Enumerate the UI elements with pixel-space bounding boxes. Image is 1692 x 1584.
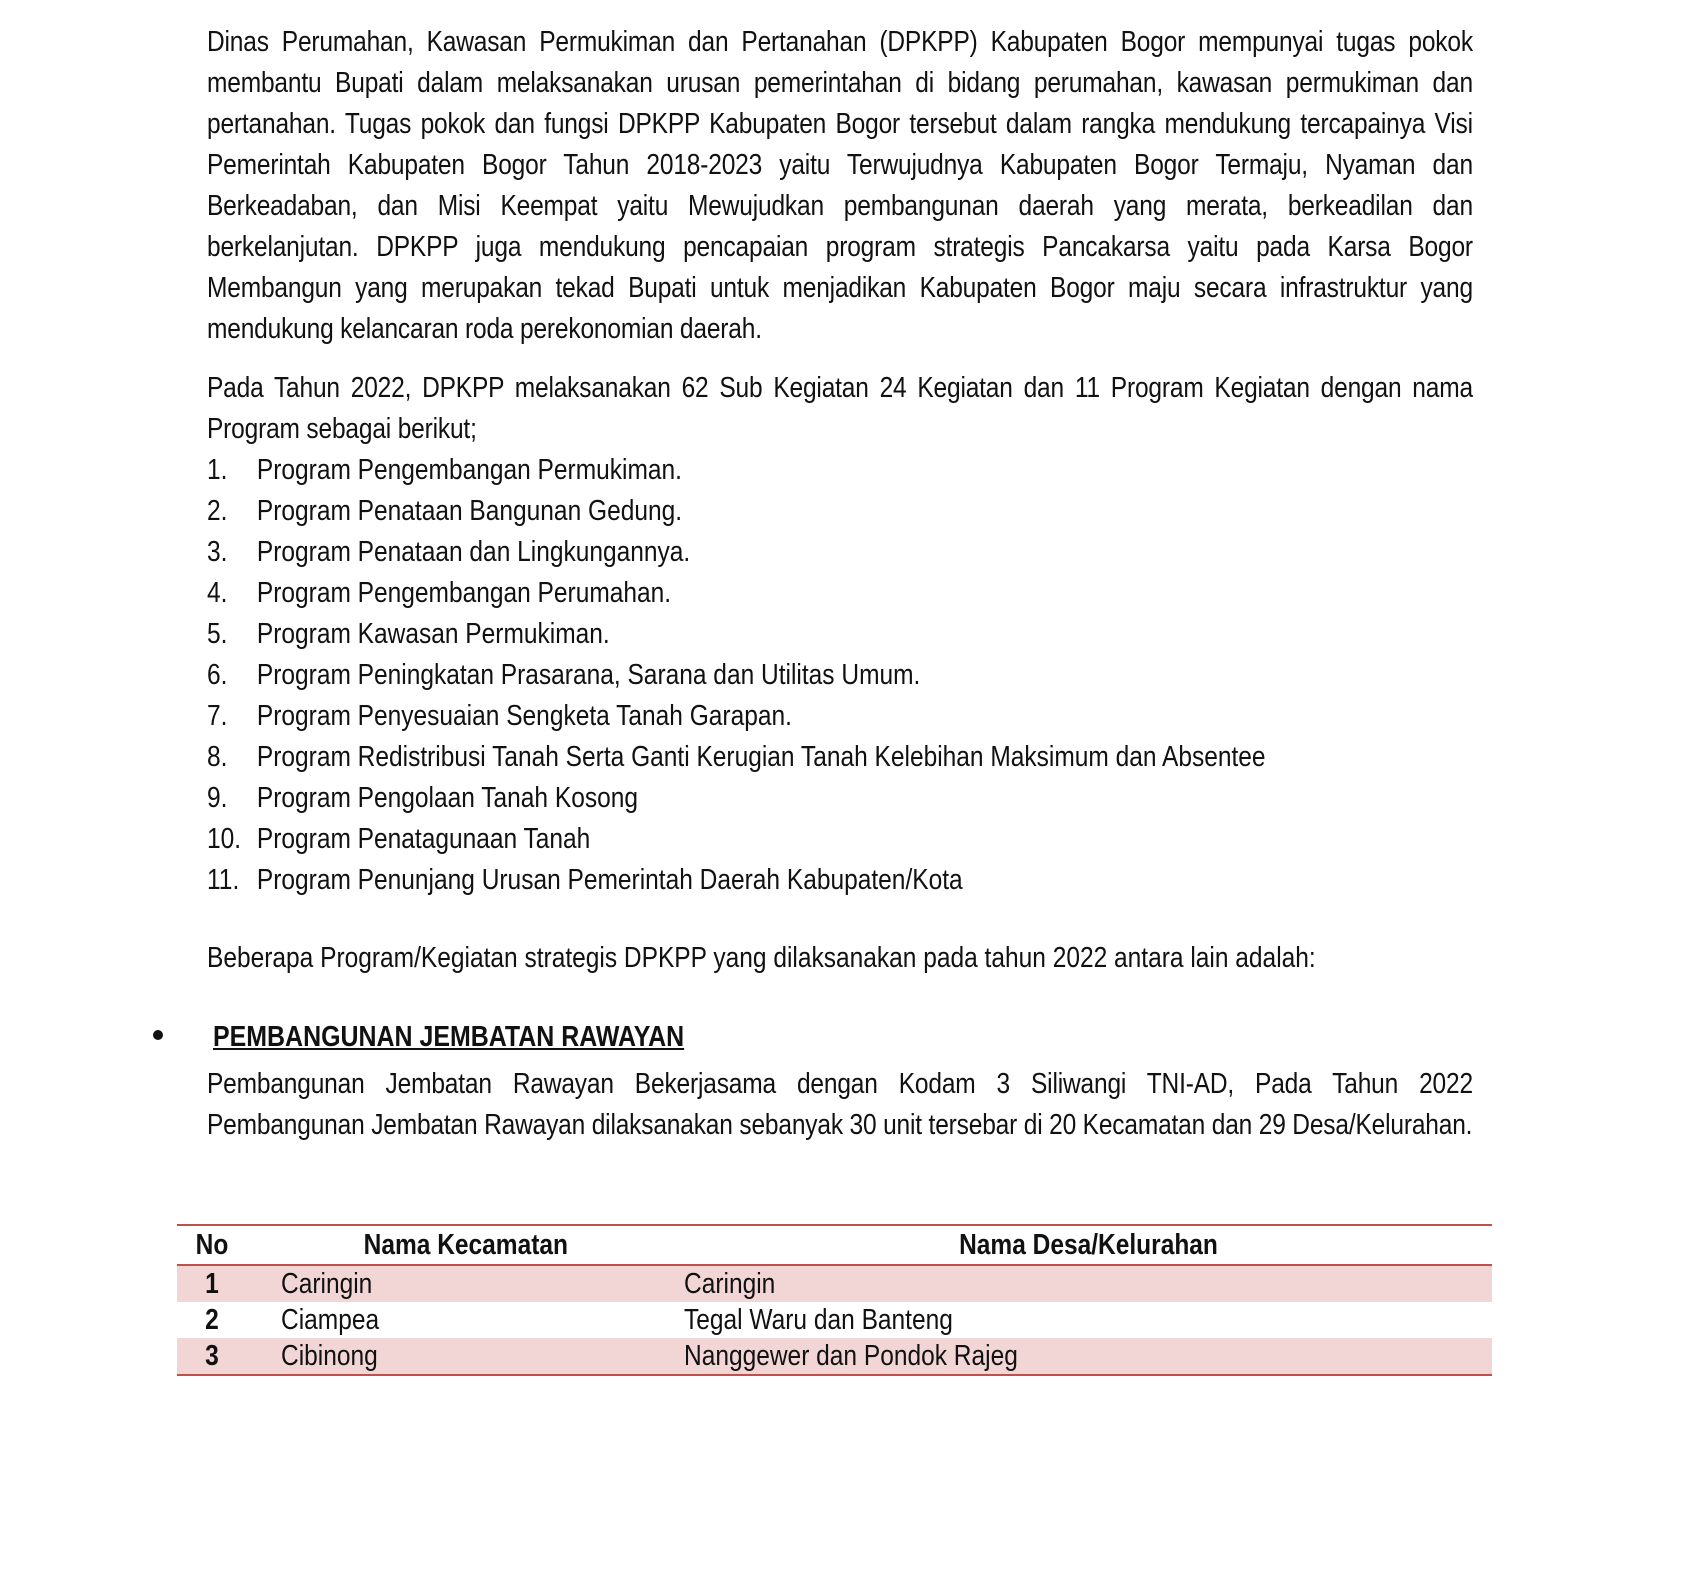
strategic-intro: Beberapa Program/Kegiatan strategis DPKPP yang dilaksanakan pada tahun 2022 antara lain adalah: (207, 942, 1316, 974)
list-item: 8. Program Redistribusi Tanah Serta Ganti Kerugian Tanah Kelebihan Maksimum dan Absentee (207, 741, 1266, 773)
cell-no: 2 (205, 1303, 219, 1336)
list-item: 11. Program Penunjang Urusan Pemerintah Daerah Kabupaten/Kota (207, 864, 963, 896)
kecamatan-table (177, 1224, 1492, 1376)
cell-desa: Caringin (684, 1267, 776, 1300)
list-item: 6. Program Peningkatan Prasarana, Sarana dan Utilitas Umum. (207, 659, 921, 691)
cell-desa: Nanggewer dan Pondok Rajeg (684, 1339, 1018, 1372)
cell-kecamatan: Ciampea (281, 1303, 380, 1336)
cell-no: 3 (205, 1339, 219, 1372)
cell-kecamatan: Caringin (281, 1267, 373, 1300)
section-paragraph: Pembangunan Jembatan Rawayan Bekerjasama dengan Kodam 3 Siliwangi TNI-AD, Pada Tahun 2022 Pembangunan Jembatan Rawayan dilaksanakan sebanyak 30 unit tersebar di 20 Kecamatan dan 29 Desa/Kelurahan. (207, 1068, 1473, 1141)
section-heading: PEMBANGUNAN JEMBATAN RAWAYAN (213, 1021, 685, 1053)
header-no: No (195, 1228, 229, 1261)
cell-kecamatan: Cibinong (281, 1339, 378, 1372)
list-item: 3. Program Penataan dan Lingkungannya. (207, 536, 691, 568)
list-item: 5. Program Kawasan Permukiman. (207, 618, 610, 650)
program-intro-paragraph: Pada Tahun 2022, DPKPP melaksanakan 62 Sub Kegiatan 24 Kegiatan dan 11 Program Kegiatan dengan nama Program sebagai berikut; (207, 372, 1473, 445)
table-header-row (177, 1226, 1492, 1266)
table-row (177, 1302, 1492, 1338)
cell-desa: Tegal Waru dan Banteng (684, 1303, 953, 1336)
list-item: 2. Program Penataan Bangunan Gedung. (207, 495, 683, 527)
list-item: 7. Program Penyesuaian Sengketa Tanah Garapan. (207, 700, 792, 732)
list-item: 4. Program Pengembangan Perumahan. (207, 577, 672, 609)
intro-paragraph: Dinas Perumahan, Kawasan Permukiman dan Pertanahan (DPKPP) Kabupaten Bogor mempunyai tugas pokok membantu Bupati dalam melaksanakan urusan pemerintahan di bidang perumahan, kawasan permukiman dan pertanahan. Tugas pokok dan fungsi DPKPP Kabupaten Bogor tersebut dalam rangka mendukung tercapainya Visi Pemerintah Kabupaten Bogor Tahun 2018-2023 yaitu Terwujudnya Kabupaten Bogor Termaju, Nyaman dan Berkeadaban, dan Misi Keempat yaitu Mewujudkan pembangunan daerah yang merata, berkeadilan dan berkelanjutan. DPKPP juga mendukung pencapaian program strategis Pancakarsa yaitu pada Karsa Bogor Membangun yang merupakan tekad Bupati untuk menjadikan Kabupaten Bogor maju secara infrastruktur yang mendukung kelancaran roda perekonomian daerah. (207, 26, 1473, 345)
list-item: 10. Program Penatagunaan Tanah (207, 823, 591, 855)
table-row (177, 1266, 1492, 1302)
list-item: 1. Program Pengembangan Permukiman. (207, 454, 682, 486)
header-desa: Nama Desa/Kelurahan (958, 1228, 1218, 1261)
table-row (177, 1338, 1492, 1374)
list-item: 9. Program Pengolaan Tanah Kosong (207, 782, 638, 814)
cell-no: 1 (205, 1267, 219, 1300)
bullet-icon (153, 1030, 163, 1040)
header-kecamatan: Nama Kecamatan (363, 1228, 568, 1261)
program-list (207, 450, 1266, 901)
